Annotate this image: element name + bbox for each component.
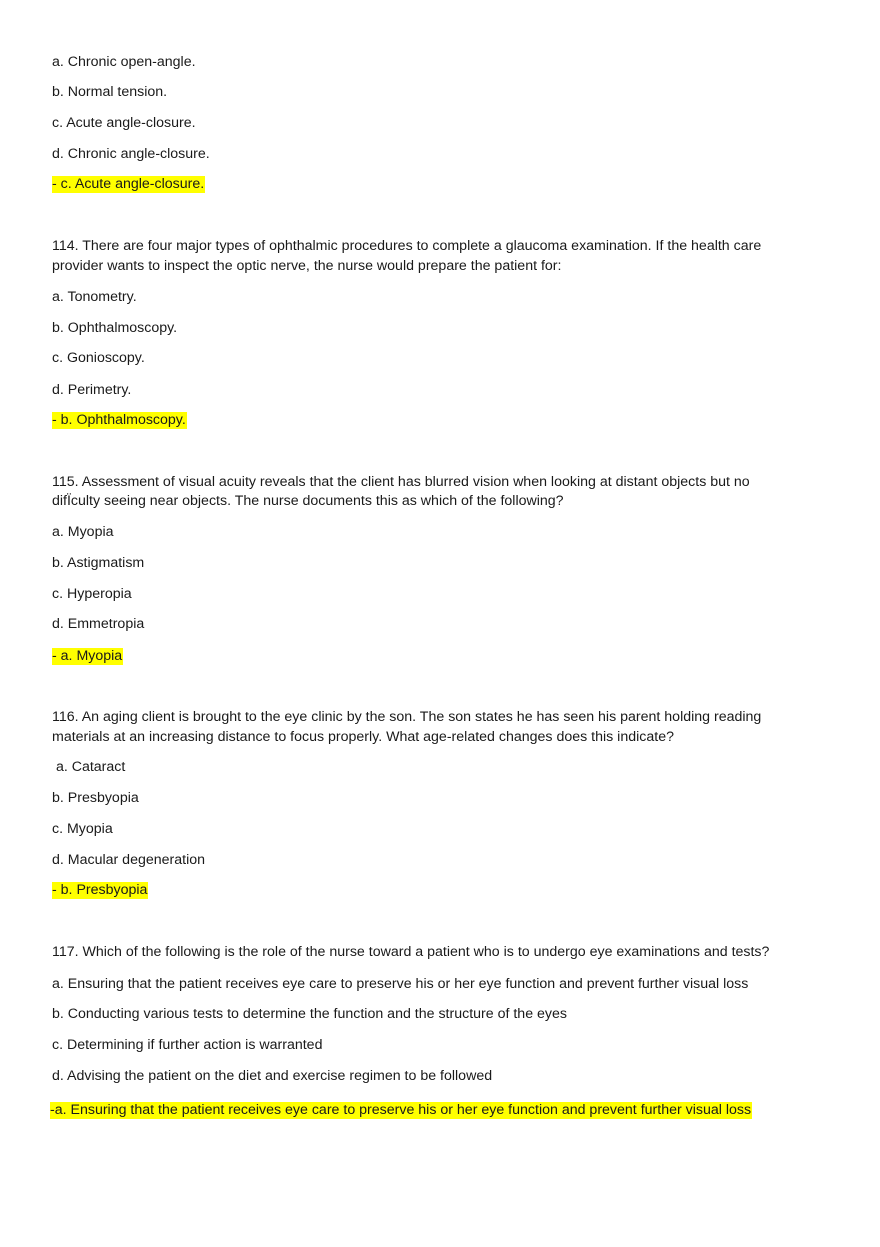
q114-question-line1: 114. There are four major types of ophthalmic procedures to complete a glaucoma examination. If the health care bbox=[52, 238, 762, 254]
q117-option-a: a. Ensuring that the patient receives eye care to preserve his or her eye function and prevent further visual loss bbox=[52, 976, 749, 992]
q113-option-b: b. Normal tension. bbox=[52, 84, 168, 100]
q117-question-line1: 117. Which of the following is the role of the nurse toward a patient who is to undergo eye examinations and tests? bbox=[52, 944, 770, 960]
q115-question-line1: 115. Assessment of visual acuity reveals that the client has blurred vision when looking at distant objects but no bbox=[52, 474, 750, 490]
q113-answer bbox=[52, 175, 205, 193]
q113-answer-highlight: - c. Acute angle-closure. bbox=[52, 176, 205, 192]
q116-option-d: d. Macular degeneration bbox=[52, 852, 206, 868]
q117-option-b: b. Conducting various tests to determine the function and the structure of the eyes bbox=[52, 1006, 567, 1022]
q115-answer-highlight: - a. Myopia bbox=[52, 648, 123, 664]
q116-question-line2: materials at an increasing distance to focus properly. What age-related changes does this indicate? bbox=[52, 729, 674, 745]
q114-question-line2: provider wants to inspect the optic nerve, the nurse would prepare the patient for: bbox=[52, 258, 562, 274]
q117-answer-highlight: -a. Ensuring that the patient receives eye care to preserve his or her eye function and prevent further visual loss bbox=[50, 1102, 752, 1118]
q117-answer bbox=[50, 1101, 752, 1119]
q116-option-a: a. Cataract bbox=[52, 759, 126, 775]
q115-option-b: b. Astigmatism bbox=[52, 555, 145, 571]
q114-option-d: d. Perimetry. bbox=[52, 382, 132, 398]
q116-answer-highlight: - b. Presbyopia bbox=[52, 882, 148, 898]
q115-option-a: a. Myopia bbox=[52, 524, 114, 540]
q113-option-c: c. Acute angle-closure. bbox=[52, 115, 196, 131]
q113-option-d: d. Chronic angle-closure. bbox=[52, 146, 210, 162]
q116-answer bbox=[52, 881, 148, 899]
q115-option-c: c. Hyperopia bbox=[52, 586, 132, 602]
q116-option-b: b. Presbyopia bbox=[52, 790, 139, 806]
q116-question-line1: 116. An aging client is brought to the eye clinic by the son. The son states he has seen his parent holding reading bbox=[52, 709, 762, 725]
q115-option-d: d. Emmetropia bbox=[52, 616, 145, 632]
q115-answer bbox=[52, 647, 123, 665]
q114-option-c: c. Gonioscopy. bbox=[52, 350, 145, 366]
q114-option-b: b. Ophthalmoscopy. bbox=[52, 320, 178, 336]
q114-answer bbox=[52, 411, 187, 429]
q113-option-a: a. Chronic open-angle. bbox=[52, 54, 196, 70]
q115-question-line2: difÏculty seeing near objects. The nurse documents this as which of the following? bbox=[52, 493, 564, 509]
q114-option-a: a. Tonometry. bbox=[52, 289, 137, 305]
q116-option-c: c. Myopia bbox=[52, 821, 113, 837]
q114-answer-highlight: - b. Ophthalmoscopy. bbox=[52, 412, 186, 428]
q117-option-d: d. Advising the patient on the diet and exercise regimen to be followed bbox=[52, 1068, 493, 1084]
q117-option-c: c. Determining if further action is warranted bbox=[52, 1037, 323, 1053]
